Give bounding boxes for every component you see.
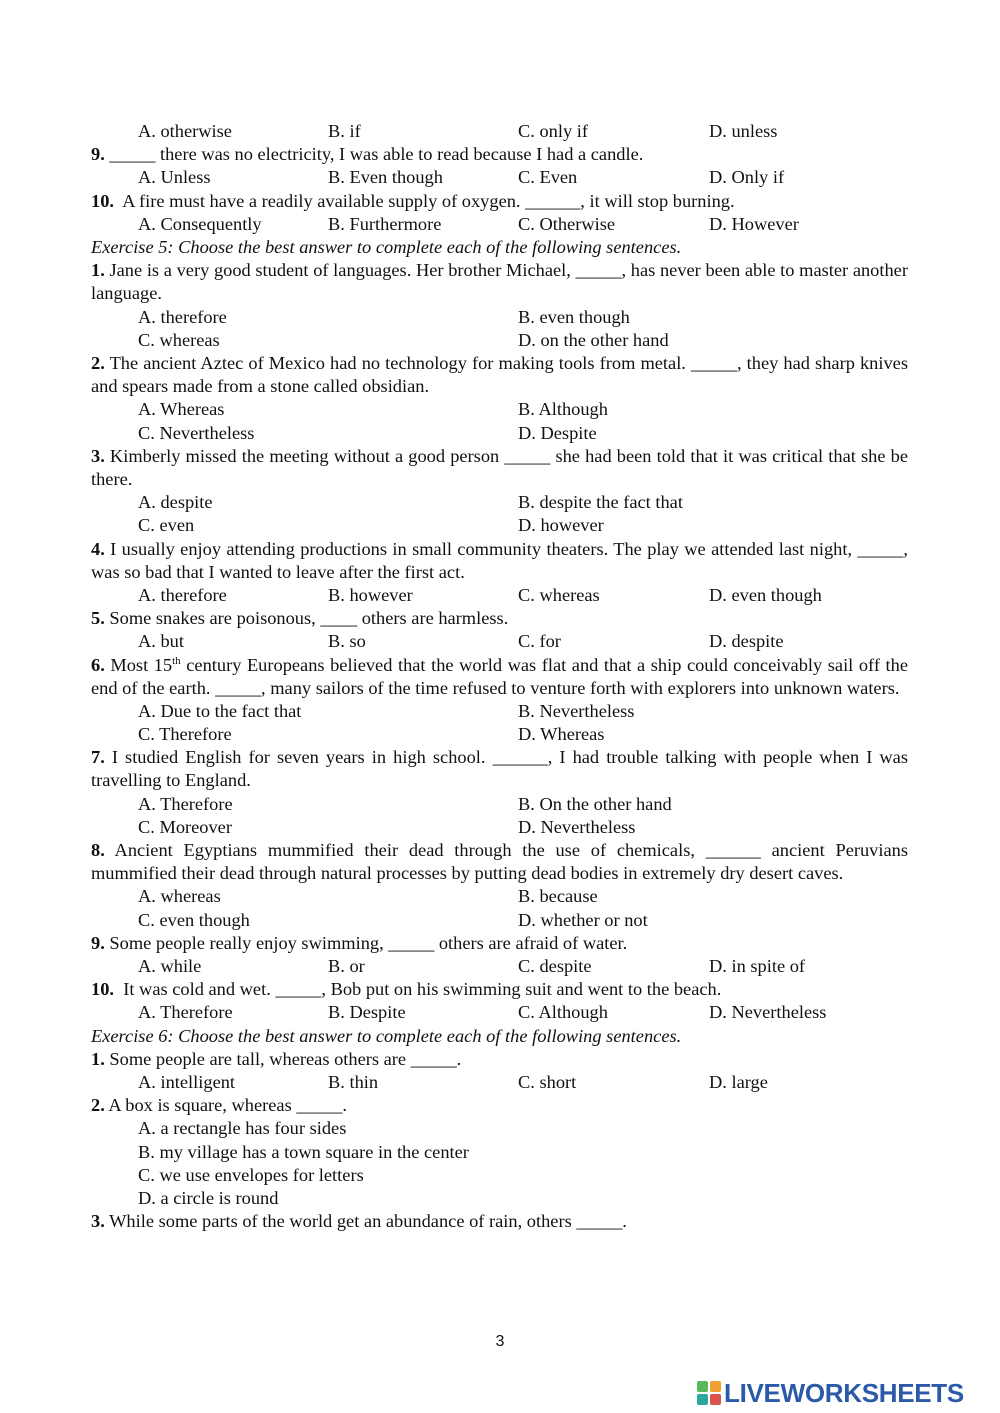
question-options — [138, 816, 908, 839]
question-number: 9. — [91, 144, 105, 165]
question — [91, 1048, 908, 1071]
question — [91, 607, 908, 630]
question-options — [138, 1001, 908, 1024]
question — [91, 190, 908, 213]
option[interactable]: B. despite the fact that — [518, 492, 683, 513]
question — [91, 932, 908, 955]
option[interactable]: D. Nevertheless — [518, 816, 636, 837]
option[interactable]: A. therefore — [138, 584, 227, 605]
option[interactable]: A. but — [138, 631, 184, 652]
option[interactable]: D. even though — [709, 584, 822, 605]
option[interactable]: C. even — [138, 515, 195, 536]
option[interactable]: D. despite — [709, 631, 784, 652]
question-text: While some parts of the world get an abundance of rain, others _____. — [109, 1211, 627, 1232]
question-text: It was cold and wet. _____, Bob put on his swimming suit and went to the beach. — [123, 979, 722, 1000]
question-text: century Europeans believed that the world was flat and that a ship could conceivably sail off the end of the earth. _____, many sailors of the time refused to venture forth with explorers into unknown waters. — [91, 654, 908, 698]
question-options — [138, 514, 908, 537]
question-options — [138, 955, 908, 978]
question-options — [138, 885, 908, 908]
option[interactable]: C. we use envelopes for letters — [138, 1164, 364, 1185]
option[interactable]: B. however — [328, 584, 413, 605]
question-number: 1. — [91, 260, 105, 281]
question-options — [138, 329, 908, 352]
option[interactable]: B. thin — [328, 1072, 379, 1093]
question-options — [138, 793, 908, 816]
option[interactable]: D. whether or not — [518, 909, 648, 930]
option[interactable]: D. Whereas — [518, 724, 605, 745]
option[interactable]: A. a rectangle has four sides — [138, 1118, 347, 1139]
question-number: 8. — [91, 840, 105, 861]
question-options — [138, 422, 908, 445]
question-text: I usually enjoy attending productions in small community theaters. The play we attended last night, _____, was so bad that I wanted to leave after the first act. — [91, 538, 908, 582]
option[interactable]: A. Therefore — [138, 793, 233, 814]
option[interactable]: C. Nevertheless — [138, 422, 255, 443]
option[interactable]: B. my village has a town square in the center — [138, 1141, 469, 1162]
logo-mark-icon — [697, 1381, 721, 1405]
option[interactable]: C. despite — [518, 956, 592, 977]
question — [91, 538, 908, 584]
question-text: Some people are tall, whereas others are _____. — [109, 1048, 462, 1069]
option[interactable]: B. Nevertheless — [518, 700, 635, 721]
page-number: 3 — [495, 1333, 505, 1350]
prev-q8-options — [138, 120, 908, 143]
option[interactable]: B. so — [328, 631, 366, 652]
option[interactable]: B. On the other hand — [518, 793, 672, 814]
option[interactable]: D. Despite — [518, 422, 597, 443]
question — [91, 839, 908, 885]
option[interactable]: A. despite — [138, 492, 213, 513]
question-number: 3. — [91, 445, 105, 466]
option[interactable]: C. even though — [138, 909, 250, 930]
question-options — [138, 306, 908, 329]
question-text: Jane is a very good student of languages. Her brother Michael, _____, has never been able to master another language. — [91, 260, 908, 304]
option[interactable]: D. a circle is round — [138, 1188, 279, 1209]
option[interactable]: D. large — [709, 1072, 768, 1093]
option[interactable]: D. Nevertheless — [709, 1002, 827, 1023]
option[interactable]: B. if — [328, 121, 361, 141]
superscript: th — [172, 654, 181, 667]
question-text: Some snakes are poisonous, ____ others are harmless. — [109, 608, 509, 629]
option[interactable]: B. Furthermore — [328, 213, 442, 234]
question-options — [138, 166, 908, 189]
question — [91, 1094, 908, 1117]
question — [91, 746, 908, 792]
liveworksheets-logo[interactable] — [697, 1376, 964, 1410]
option[interactable]: A. intelligent — [138, 1072, 236, 1093]
question-options — [138, 700, 908, 723]
option[interactable]: B. Despite — [328, 1002, 406, 1023]
option[interactable]: A. Consequently — [138, 213, 262, 234]
question-number: 1. — [91, 1048, 105, 1069]
worksheet-page — [91, 120, 908, 1233]
question-number: 10. — [91, 190, 114, 211]
question-options — [138, 398, 908, 421]
question-number: 10. — [91, 979, 114, 1000]
question-text: A box is square, whereas _____. — [108, 1095, 347, 1116]
question-text: I studied English for seven years in high school. ______, I had trouble talking with people when I was travelling to England. — [91, 747, 908, 791]
question-number: 5. — [91, 608, 105, 629]
option[interactable]: D. on the other hand — [518, 329, 669, 350]
option[interactable]: C. only if — [518, 121, 588, 141]
question-number: 4. — [91, 538, 105, 559]
option[interactable]: A. Due to the fact that — [138, 700, 302, 721]
question-text: Kimberly missed the meeting without a good person _____ she had been told that it was critical that she be there. — [91, 445, 908, 489]
option[interactable]: B. Although — [518, 399, 608, 420]
option[interactable]: C. Although — [518, 1002, 608, 1023]
logo-text: LIVEWORKSHEETS — [724, 1377, 964, 1408]
question-options — [138, 584, 908, 607]
question-options — [138, 909, 908, 932]
option[interactable]: C. Moreover — [138, 816, 232, 837]
option[interactable]: A. Unless — [138, 167, 211, 188]
option[interactable]: C. Even — [518, 167, 578, 188]
option[interactable]: D. however — [518, 515, 604, 536]
option[interactable]: B. because — [518, 886, 598, 907]
question — [91, 259, 908, 305]
question-text: Ancient Egyptians mummified their dead through the use of chemicals, ______ ancient Peruvians mummified their dead through natural processes by putting dead bodies in extremely dry desert caves. — [91, 840, 908, 884]
question-number: 2. — [91, 1095, 105, 1116]
question — [91, 654, 908, 700]
question-number: 9. — [91, 932, 105, 953]
option[interactable]: C. for — [518, 631, 561, 652]
question-number: 7. — [91, 747, 105, 768]
option[interactable]: B. or — [328, 956, 365, 977]
option[interactable]: A. while — [138, 956, 202, 977]
question-text: Some people really enjoy swimming, _____ others are afraid of water. — [109, 932, 628, 953]
question-options — [138, 630, 908, 653]
option[interactable]: C. Otherwise — [518, 213, 616, 234]
option[interactable]: C. whereas — [518, 584, 600, 605]
exercise-5-title: Exercise 5: Choose the best answer to complete each of the following sentences. — [91, 236, 682, 257]
option[interactable]: A. otherwise — [138, 121, 232, 141]
question — [91, 352, 908, 398]
question-text: _____ there was no electricity, I was able to read because I had a candle. — [109, 144, 644, 165]
option[interactable]: A. therefore — [138, 306, 227, 327]
question — [91, 143, 908, 166]
option[interactable]: B. even though — [518, 306, 630, 327]
question — [91, 1210, 908, 1233]
option[interactable]: D. However — [709, 213, 799, 234]
question-number: 6. — [91, 654, 105, 675]
question-number: 3. — [91, 1211, 105, 1232]
option[interactable]: D. Only if — [709, 167, 785, 188]
question-number: 2. — [91, 352, 105, 373]
option[interactable]: B. Even though — [328, 167, 443, 188]
option[interactable]: D. unless — [709, 121, 778, 141]
question-options — [138, 213, 908, 236]
option[interactable]: A. whereas — [138, 886, 221, 907]
question-text: Most 15 — [110, 654, 173, 675]
option[interactable]: A. Therefore — [138, 1002, 233, 1023]
question-text: The ancient Aztec of Mexico had no technology for making tools from metal. _____, they had sharp knives and spears made from a stone called obsidian. — [91, 352, 908, 397]
question-options — [138, 1071, 908, 1094]
exercise-6-title: Exercise 6: Choose the best answer to complete each of the following sentences. — [91, 1025, 682, 1046]
option[interactable]: C. Therefore — [138, 724, 232, 745]
question — [91, 978, 908, 1001]
question-text: A fire must have a readily available supply of oxygen. ______, it will stop burning. — [122, 190, 735, 211]
question — [91, 445, 908, 491]
option[interactable]: D. in spite of — [709, 956, 806, 977]
option[interactable]: C. whereas — [138, 329, 220, 350]
option[interactable]: C. short — [518, 1072, 577, 1093]
option[interactable]: A. Whereas — [138, 399, 225, 420]
question-options — [138, 723, 908, 746]
question-options — [138, 491, 908, 514]
